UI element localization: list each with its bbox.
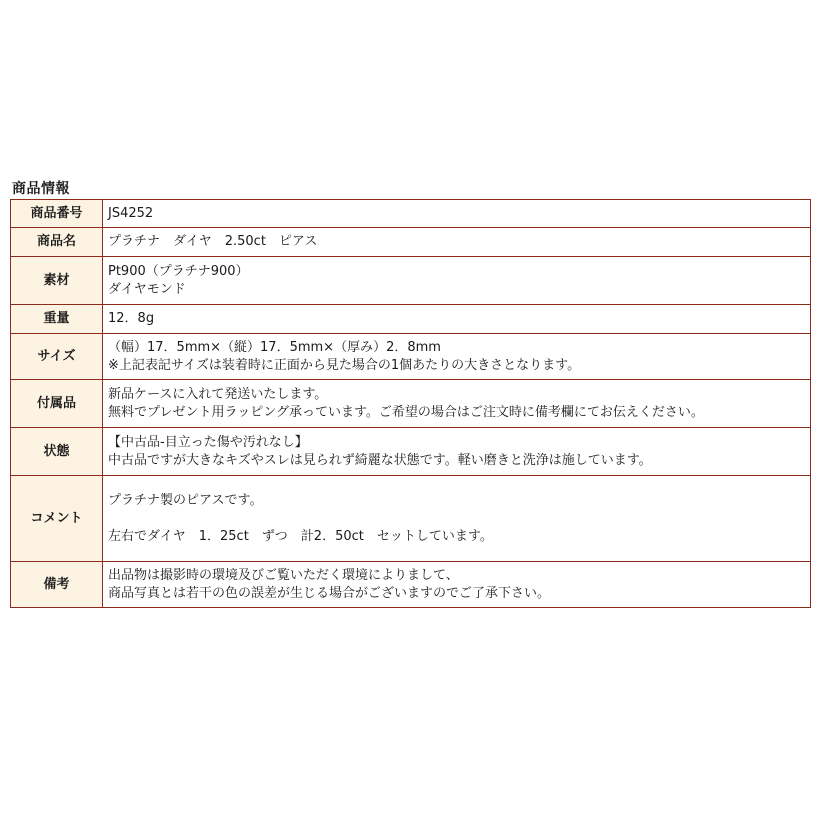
product-info-table (10, 199, 811, 608)
value-line: 出品物は撮影時の環境及びご覧いただく環境によりまして、 (108, 567, 459, 583)
row-label: 付属品 (11, 380, 103, 428)
value-line: プラチナ製のピアスです。 (108, 492, 263, 508)
table-row (11, 380, 811, 428)
row-label: 商品名 (11, 228, 103, 257)
row-label: コメント (11, 476, 103, 562)
row-value (103, 228, 811, 257)
row-value (103, 428, 811, 476)
value-line (108, 510, 810, 528)
section-title: 商品情報 (12, 181, 70, 197)
value-line: （幅）17．5mm×（縦）17．5mm×（厚み）2．8mm (108, 339, 441, 355)
table-row (11, 305, 811, 334)
row-value (103, 257, 811, 305)
table-row (11, 562, 811, 608)
value-line: 【中古品-目立った傷や汚れなし】 (108, 434, 308, 450)
row-label: 商品番号 (11, 200, 103, 228)
value-line: 無料でプレゼント用ラッピング承っています。ご希望の場合はご注文時に備考欄にてお伝えください。 (108, 404, 704, 420)
row-value (103, 476, 811, 562)
row-value (103, 562, 811, 608)
value-line: 左右でダイヤ 1．25ct ずつ 計2．50ct セットしています。 (108, 528, 493, 544)
value-line: ダイヤモンド (108, 281, 186, 297)
value-line: ※上記表記サイズは装着時に正面から見た場合の1個あたりの大きさとなります。 (108, 357, 581, 373)
row-value (103, 380, 811, 428)
value-line: 新品ケースに入れて発送いたします。 (108, 386, 328, 402)
row-value (103, 200, 811, 228)
table-row (11, 200, 811, 228)
table-row (11, 476, 811, 562)
row-label: サイズ (11, 334, 103, 380)
value-line: 12．8g (108, 311, 155, 326)
row-label: 素材 (11, 257, 103, 305)
table-row (11, 428, 811, 476)
value-line: プラチナ ダイヤ 2.50ct ピアス (108, 234, 318, 249)
row-value (103, 305, 811, 334)
table-row (11, 257, 811, 305)
row-label: 状態 (11, 428, 103, 476)
row-label: 備考 (11, 562, 103, 608)
value-line: Pt900（プラチナ900） (108, 263, 249, 279)
value-line: 商品写真とは若干の色の誤差が生じる場合がございますのでご了承下さい。 (108, 585, 551, 601)
value-line: JS4252 (108, 205, 154, 221)
value-line: 中古品ですが大きなキズやスレは見られず綺麗な状態です。軽い磨きと洗浄は施しています。 (108, 452, 652, 468)
row-label: 重量 (11, 305, 103, 334)
row-value (103, 334, 811, 380)
table-row (11, 228, 811, 257)
table-row (11, 334, 811, 380)
